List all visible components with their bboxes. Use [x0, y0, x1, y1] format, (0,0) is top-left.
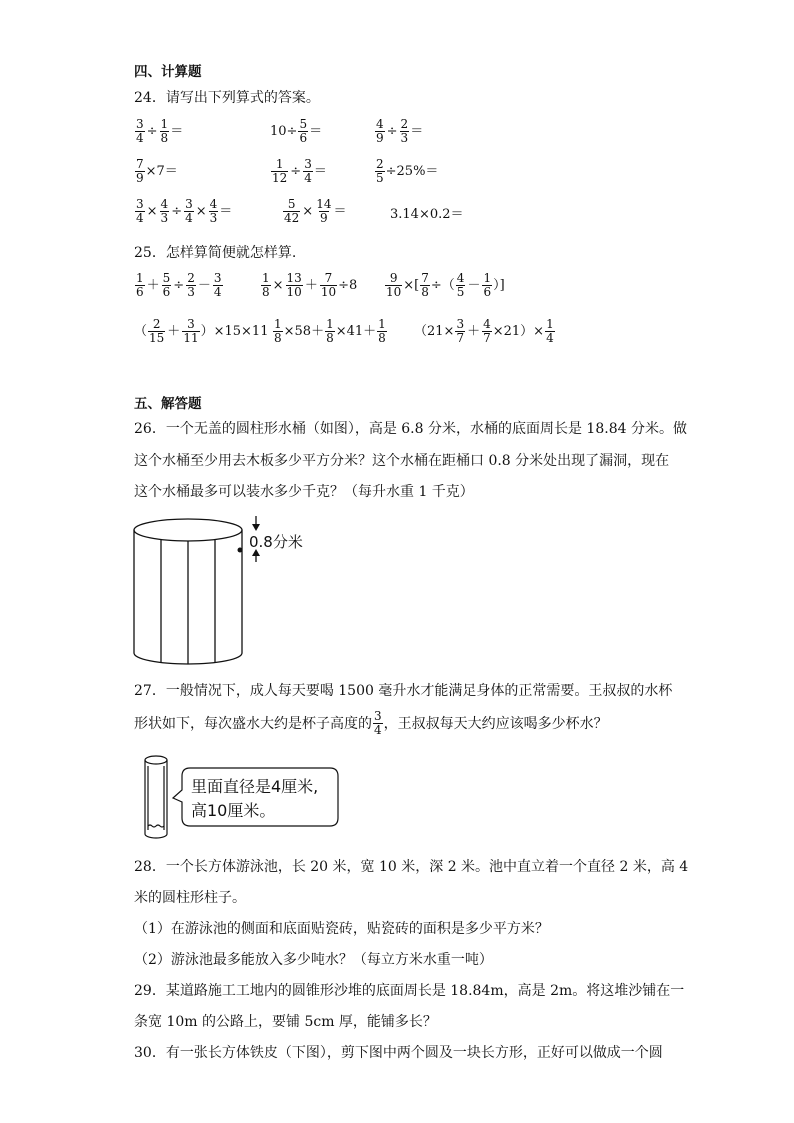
q26-line-2: 这个水桶至少用去木板多少平方分米？这个水桶在距桶口 0.8 分米处出现了漏洞，现在 [134, 453, 670, 469]
fraction: $\frac{1}{8}$ [160, 117, 169, 145]
fraction: $\frac{7}{8}$ [421, 271, 429, 299]
fraction: $\frac{1}{6}$ [136, 271, 144, 299]
fraction: $\frac{2}{3}$ [400, 117, 409, 145]
fraction: $\frac{5}{6}$ [162, 271, 171, 299]
q27-line-2: 形状如下，每次盛水大约是杯子高度的 $\frac{3}{4}$ ，王叔叔每天大约应该喝多少杯水？ [134, 709, 608, 737]
fraction: $\frac{9}{10}$ [386, 271, 402, 299]
q25-expr-3: $\frac{9}{10}$ ×[ $\frac{7}{8}$ ÷（ $\frac{4}{5}$ － $\frac{1}{6}$ ）] [386, 271, 505, 299]
section-5-title: 五、解答题 [134, 396, 202, 412]
fraction: $\frac{7}{10}$ [320, 271, 337, 299]
q28-line-1: 28．一个长方体游泳池，长 20 米，宽 10 米，深 2 米。池中直立着一个直径 2 米，高 4 [134, 859, 689, 875]
q24-expr-3: $\frac{4}{9}$ ÷ $\frac{2}{3}$ ＝ [376, 117, 424, 145]
question-24-text: 24．请写出下列算式的答案。 [134, 90, 320, 106]
leak-hole-icon [238, 548, 243, 553]
fraction: $\frac{4}{5}$ [456, 271, 465, 299]
q25-expr-1: $\frac{1}{6}$ ＋ $\frac{5}{6}$ ÷ $\frac{2}{3}$ － $\frac{3}{4}$ [136, 271, 222, 299]
fraction: $\frac{4}{7}$ [483, 317, 491, 345]
q28-sub-2: （2）游泳池最多能放入多少吨水？（每立方米水重一吨） [134, 952, 493, 968]
fraction: $\frac{2}{15}$ [149, 317, 165, 345]
q29-line-2: 条宽 10m 的公路上，要铺 5cm 厚，能铺多长？ [134, 1014, 437, 1030]
fraction: $\frac{7}{9}$ [136, 157, 144, 185]
fraction: $\frac{13}{10}$ [286, 271, 302, 299]
q24-expr-9: 3.14×0.2＝ [390, 207, 464, 222]
fraction: $\frac{1}{6}$ [483, 271, 492, 299]
fraction: $\frac{1}{8}$ [274, 317, 282, 345]
q25-expr-5: $\frac{1}{8}$ ×58＋ $\frac{1}{8}$ ×41＋ $\frac{1}{8}$ [274, 317, 386, 345]
fraction: $\frac{1}{4}$ [546, 317, 554, 345]
q28-line-2: 米的圆柱形柱子。 [134, 890, 246, 906]
bubble-line-1: 里面直径是4厘米, [191, 777, 319, 796]
fraction: $\frac{14}{9}$ [316, 197, 332, 225]
q30-line-1: 30．有一张长方体铁皮（下图），剪下图中两个圆及一块长方形，正好可以做成一个圆 [134, 1045, 663, 1061]
fraction: $\frac{3}{4}$ [185, 197, 193, 225]
q29-line-1: 29．某道路施工工地内的圆锥形沙堆的底面周长是 18.84m，高是 2m。将这堆沙铺在一 [134, 983, 685, 999]
fraction: $\frac{2}{3}$ [187, 271, 195, 299]
question-25-text: 25．怎样算简便就怎样算. [134, 245, 297, 261]
fraction: $\frac{1}{8}$ [326, 317, 334, 345]
fraction: $\frac{3}{4}$ [136, 197, 144, 225]
q24-expr-7: $\frac{3}{4}$ × $\frac{4}{3}$ ÷ $\frac{3}{4}$ × $\frac{4}{3}$ ＝ [136, 197, 233, 225]
fraction: $\frac{3}{4}$ [213, 271, 222, 299]
fraction: $\frac{1}{8}$ [378, 317, 386, 345]
fraction: $\frac{3}{4}$ [136, 117, 144, 145]
q24-expr-2: 10÷ $\frac{5}{6}$ ＝ [270, 117, 323, 145]
q24-expr-4: $\frac{7}{9}$ ×7＝ [136, 157, 178, 185]
fraction: $\frac{3}{4}$ [374, 709, 382, 737]
fraction: $\frac{3}{7}$ [456, 317, 465, 345]
fraction: $\frac{2}{5}$ [376, 157, 384, 185]
fraction: $\frac{4}{3}$ [160, 197, 169, 225]
q27-line-1: 27．一般情况下，成人每天要喝 1500 毫升水才能满足身体的正常需要。王叔叔的水杯 [134, 683, 673, 699]
fraction: $\frac{1}{8}$ [262, 271, 270, 299]
bubble-line-2: 高10厘米。 [191, 801, 276, 820]
q24-expr-8: $\frac{5}{42}$ × $\frac{14}{9}$ ＝ [284, 197, 347, 225]
q26-line-3: 这个水桶最多可以装水多少千克？（每升水重 1 千克） [134, 484, 474, 500]
q25-expr-4: （ $\frac{2}{15}$ ＋ $\frac{3}{11}$ ）×15×11 [134, 317, 269, 345]
bucket-label: 0.8分米 [249, 533, 303, 551]
q24-expr-1: $\frac{3}{4}$ ÷ $\frac{1}{8}$ ＝ [136, 117, 184, 145]
fraction: $\frac{4}{3}$ [209, 197, 218, 225]
q24-expr-5: $\frac{1}{12}$ ÷ $\frac{3}{4}$ ＝ [272, 157, 327, 185]
fraction: $\frac{3}{4}$ [304, 157, 312, 185]
fraction: $\frac{4}{9}$ [376, 117, 384, 145]
fraction: $\frac{5}{6}$ [299, 117, 308, 145]
q28-sub-1: （1）在游泳池的侧面和底面贴瓷砖，贴瓷砖的面积是多少平方米？ [134, 921, 549, 937]
q24-expr-6: $\frac{2}{5}$ ÷25%＝ [376, 157, 439, 185]
fraction: $\frac{3}{11}$ [183, 317, 199, 345]
section-4-title: 四、计算题 [134, 64, 202, 80]
bucket-figure [128, 510, 318, 668]
q25-expr-6: （21× $\frac{3}{7}$ ＋ $\frac{4}{7}$ ×21）× $\frac{1}{4}$ [414, 317, 554, 345]
fraction: $\frac{1}{12}$ [272, 157, 288, 185]
q26-line-1: 26．一个无盖的圆柱形水桶（如图），高是 6.8 分米，水桶的底面周长是 18.84 分米。做 [134, 421, 687, 437]
q25-expr-2: $\frac{1}{8}$ × $\frac{13}{10}$ ＋ $\frac{7}{10}$ ÷8 [262, 271, 358, 299]
cup-figure [140, 752, 345, 844]
fraction: $\frac{5}{42}$ [284, 197, 300, 225]
